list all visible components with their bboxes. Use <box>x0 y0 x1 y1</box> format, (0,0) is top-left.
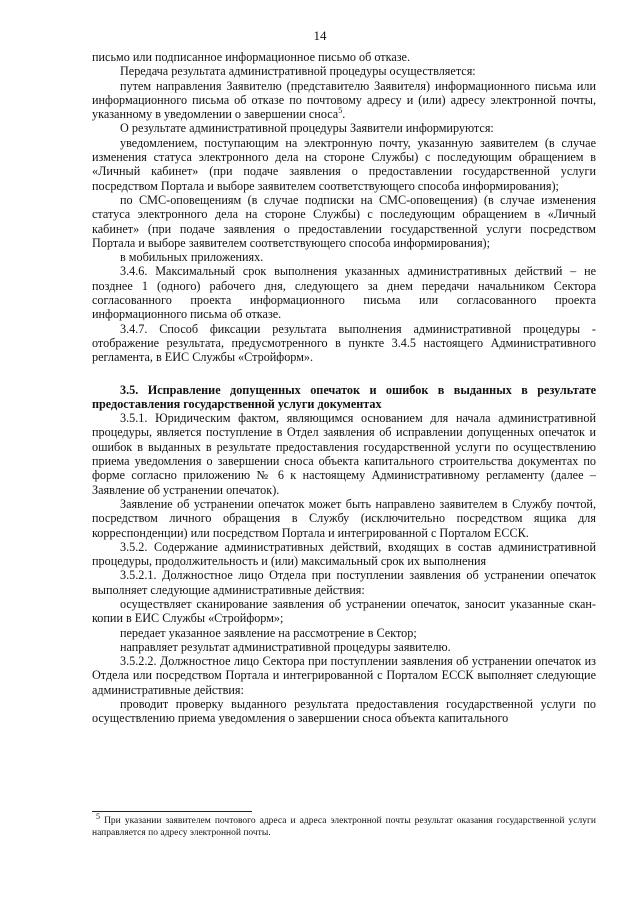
paragraph: 3.5.2. Содержание административных действий, входящих в состав административной процедуры, продолжительность и (или) максимальный срок их выполнения <box>92 539 596 569</box>
paragraph: письмо или подписанное информационное письмо об отказе. <box>92 50 411 64</box>
paragraph: передает указанное заявление на рассмотрение в Сектор; <box>120 625 417 640</box>
paragraph: по СМС-оповещениям (в случае подписки на СМС-оповещения) (в случае изменения статуса электронного дела на стороне Службы) с последующим обращением в «Личный кабинет» (при подаче заявления о предоставлении государственной услуги посредством Портала и выборе заявителем соответствующего способа информирования); <box>92 192 596 250</box>
paragraph: 3.5.2.2. Должностное лицо Сектора при поступлении заявления об устранении опечаток из Отдела или посредством Портала и интегрированной с Порталом ЕССК выполняет следующие административные действия: <box>92 654 596 697</box>
body-text <box>92 50 596 726</box>
footnote <box>92 811 596 839</box>
footnote-reference: 5 <box>338 106 343 116</box>
paragraph: проводит проверку выданного результата предоставления государственной услуги по осуществлению приема уведомления о завершении сноса объекта капитального <box>92 697 596 726</box>
paragraph: Заявление об устранении опечаток может быть направлено заявителем в Службу почтой, посредством личного обращения в Службу (исключительно посредством ящика для корреспонденции) или посредством Портала и интегрированной с Порталом ЕССК. <box>92 496 596 540</box>
footnote-body: При указании заявителем почтового адреса и адреса электронной почты результат оказания государственной услуги направляется по адресу электронной почты. <box>92 816 596 838</box>
paragraph: 3.4.6. Максимальный срок выполнения указанных административных действий – не позднее 1 (одного) рабочего дня, следующего за днем передачи начальником Сектора согласованного проекта информационного письма или согласованного проекта информационного письма об отказе. <box>92 264 596 322</box>
paragraph: путем направления Заявителю (представителю Заявителя) информационного письма или информационного письма об отказе по почтовому адресу и (или) адресу электронной почты, указанному в уведомлении о завершении сноса$^5$. <box>92 78 596 122</box>
page-number: 14 <box>313 28 327 43</box>
paragraph: Передача результата административной процедуры осуществляется: <box>120 64 476 79</box>
footnote-marker: 5 <box>96 811 100 821</box>
paragraph: в мобильных приложениях. <box>120 250 264 265</box>
footnote-divider <box>92 811 252 812</box>
paragraph-text: путем направления Заявителю (представителю Заявителя) информационного письма или информационного письма об отказе по почтовому адресу и (или) адресу электронной почты, указанному в уведомлении о завершении сноса <box>92 78 596 122</box>
paragraph: направляет результат административной процедуры заявителю. <box>120 639 451 654</box>
footnote-text <box>92 811 596 839</box>
paragraph: уведомлением, поступающим на электронную почту, указанную заявителем (в случае изменения статуса электронного дела на стороне Службы) с последующим обращением в «Личный кабинет» (при подаче заявления о предоставлении государственной услуги посредством Портала и выборе заявителем соответствующего способа информирования); <box>92 135 596 193</box>
paragraph: 3.5.2.1. Должностное лицо Отдела при поступлении заявления об устранении опечаток выполняет следующие административные действия: <box>92 568 596 597</box>
paragraph: О результате административной процедуры Заявители информируются: <box>120 121 494 136</box>
paragraph: 3.4.7. Способ фиксации результата выполнения административной процедуры - отображение результата, предусмотренного в пункте 3.4.5 настоящего Административного регламента, в ЕИС Службы «Стройформ». <box>92 321 596 365</box>
paragraph: осуществляет сканирование заявления об устранении опечаток, заносит указанные скан-копии в ЕИС Службы «Стройформ»; <box>92 596 596 626</box>
section-heading: 3.5. Исправление допущенных опечаток и ошибок в выданных в результате предоставления государственной услуги документах <box>92 382 596 411</box>
paragraph: 3.5.1. Юридическим фактом, являющимся основанием для начала административной процедуры, является поступление в Отдел заявления об исправлении допущенных опечаток и ошибок в выданных в результате предоставления государственной услуги по осуществлению приема уведомления о завершении сноса объекта капитального строительства документах по форме согласно приложению № 6 к настоящему Административному регламенту (далее – Заявление об устранении опечаток). <box>92 411 596 497</box>
